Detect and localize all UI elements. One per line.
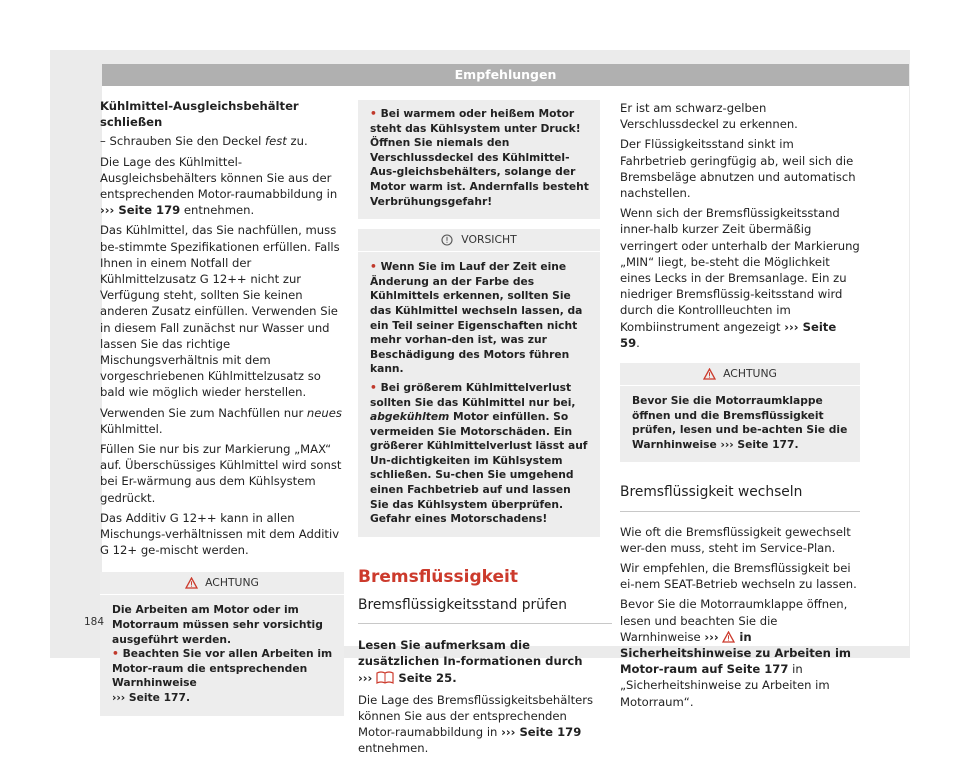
paragraph-cap-color: Er ist am schwarz-gelben Verschlussdeckel zu erkennen. bbox=[620, 101, 798, 132]
divider bbox=[620, 511, 860, 512]
step-close-cap: – Schrauben Sie den Deckel fest zu. bbox=[100, 134, 308, 149]
paragraph-location: Die Lage des Kühlmittel-Ausgleichsbehälters können Sie aus der entsprechenden Motor-raumabbildung in ››› Seite 179 entnehmen. bbox=[100, 154, 338, 218]
page-number: 184 bbox=[84, 616, 105, 628]
paragraph-new-coolant: Verwenden Sie zum Nachfüllen nur neues Kühlmittel. bbox=[100, 405, 342, 436]
warning-triangle-icon bbox=[722, 631, 735, 643]
link-page-177[interactable]: ››› Seite 177 bbox=[112, 691, 186, 705]
warning-box-continued: • Bei warmem oder heißem Motor steht das Kühlsystem unter Druck! Öffnen Sie niemals den Verschlussdeckel des Kühlmittel-Aus-gleichsbehälters, solange der Motor warm ist. Andernfalls besteht Verbrühungsgefahr! bbox=[358, 100, 600, 219]
bullet-icon: • bbox=[370, 260, 381, 274]
link-page-177[interactable]: ››› Seite 177 bbox=[720, 437, 795, 451]
warning-box-achtung bbox=[100, 572, 344, 715]
bullet-icon: • bbox=[370, 380, 381, 394]
link-page-59[interactable]: ››› Seite 59 bbox=[620, 319, 837, 350]
warning-box-header: ACHTUNG bbox=[100, 572, 344, 595]
paragraph-recommend: Wir empfehlen, die Bremsflüssigkeit bei ei-nem SEAT-Betrieb wechseln zu lassen. bbox=[620, 561, 857, 592]
link-page-179[interactable]: ››› Seite 179 bbox=[501, 725, 582, 740]
warning-box-header: ACHTUNG bbox=[620, 363, 860, 386]
warning-triangle-icon bbox=[703, 368, 716, 380]
caution-box-vorsicht bbox=[358, 229, 600, 537]
link-arrows[interactable]: ››› bbox=[704, 629, 719, 644]
subsection-title-check-level: Bremsflüssigkeitsstand prüfen bbox=[358, 597, 567, 614]
caution-box-body: • Wenn Sie im Lauf der Zeit eine Änderung an der Farbe des Kühlmittels erkennen, sollten Sie das Kühlmittel wechseln lassen, da ein Teil seiner Eigenschaften nicht mehr vorhan-den ist, was zur Beschädigung des Motors führen kann. • Bei größerem Kühlmittelverlust sollten Sie das Kühlmittel nur bei, abgekühltem Motor einfüllen. So vermeiden Sie Motorschäden. Ein größerer Kühlmittelverlust lässt auf Un-dichtigkeiten im Kühlsystem schließen. Su-chen Sie umgehend einen Fachbetrieb auf und lassen Sie das Kühlsystem überprüfen. Gefahr eines Motorschadens! bbox=[370, 260, 588, 526]
page-header: Empfehlungen bbox=[102, 64, 909, 86]
warning-bullet: • Beachten Sie vor allen Arbeiten im Motor-raum die entsprechenden Warnhinweise ››› Seite 177. bbox=[112, 647, 333, 705]
divider bbox=[358, 623, 612, 624]
bullet-icon: • bbox=[112, 647, 123, 661]
paragraph-additive: Das Additiv G 12++ kann in allen Mischungs-verhältnissen mit dem Additiv G 12+ ge-mischt werden. bbox=[100, 510, 340, 558]
link-page-179[interactable]: ››› Seite 179 bbox=[100, 203, 181, 218]
info-circle-icon bbox=[441, 234, 453, 246]
link-arrows[interactable]: ››› bbox=[358, 670, 373, 685]
paragraph-intro: Lesen Sie aufmerksam die zusätzlichen In-formationen durch ››› Seite 25. bbox=[358, 638, 583, 685]
paragraph-warnings-ref: Bevor Sie die Motorraumklappe öffnen, lesen und beachten Sie die Warnhinweise ››› in Sicherheitshinweise zu Arbeiten im Motor-raum auf Seite 177 in „Sicherheitshinweise zu Arbeiten im Motorraum“. bbox=[620, 597, 852, 709]
section-title-brake-fluid: Bremsflüssigkeit bbox=[358, 566, 518, 587]
caution-box-header: VORSICHT bbox=[358, 229, 600, 252]
paragraph-level-drop: Der Flüssigkeitsstand sinkt im Fahrbetrieb geringfügig ab, weil sich die Bremsbeläge abnutzen und automatisch nachstellen. bbox=[620, 137, 856, 201]
column-3 bbox=[620, 100, 860, 714]
column-1 bbox=[100, 98, 344, 716]
warning-box-achtung-2 bbox=[620, 363, 860, 462]
warning-box-body: Bevor Sie die Motorraumklappe öffnen und die Bremsflüssigkeit prüfen, lesen und be-achten Sie die Warnhinweise ››› Seite 177. bbox=[632, 394, 848, 451]
warning-box-body: Die Arbeiten am Motor oder im Motorraum müssen sehr vorsichtig ausgeführt werden. • Beachten Sie vor allen Arbeiten im Motor-raum die entsprechenden Warnhinweise ››› Seite 177. bbox=[100, 595, 344, 715]
paragraph-brake-location: Die Lage des Bremsflüssigkeitsbehälters können Sie aus der entsprechenden Motor-raumabbildung in ››› Seite 179 entnehmen. bbox=[358, 692, 594, 756]
paragraph-max: Füllen Sie nur bis zur Markierung „MAX“ auf. Überschüssiges Kühlmittel wird sonst bei Er-wärmung aus dem Kühlsystem gedrückt. bbox=[100, 442, 342, 505]
column-2 bbox=[358, 100, 600, 761]
bullet-icon: • bbox=[370, 107, 381, 120]
warning-triangle-icon bbox=[185, 577, 198, 589]
link-page-25[interactable]: Seite 25 bbox=[394, 670, 453, 685]
paragraph-service-plan: Wie oft die Bremsflüssigkeit gewechselt wer-den muss, steht im Service-Plan. bbox=[620, 524, 851, 555]
paragraph-leak: Wenn sich der Bremsflüssigkeitsstand inner-halb kurzer Zeit übermäßig verringert oder unterhalb der Markierung „MIN“ liegt, be-steht die Möglichkeit eines Lecks in der Bremsanlage. Ein zu niedriger Bremsflüssig-keitsstand wird durch die Kontrollleuchten im Kombiinstrument angezeigt ››› Seite 59. bbox=[620, 206, 860, 350]
link-safety-notes[interactable]: in Sicherheitshinweise zu Arbeiten im Motor-raum auf Seite 177 bbox=[620, 629, 852, 677]
subsection-title-change-fluid: Bremsflüssigkeit wechseln bbox=[620, 484, 803, 501]
heading-coolant-close: Kühlmittel-Ausgleichsbehälter schließen bbox=[100, 99, 299, 130]
book-icon bbox=[376, 671, 394, 684]
paragraph-spec: Das Kühlmittel, das Sie nachfüllen, muss be-stimmte Spezifikationen erfüllen. Falls Ihnen in einem Notfall der Kühlmittelzusatz G 12++ nicht zur Verfügung steht, sollten Sie keinen anderen Zusatz einfüllen. Verwenden Sie in diesem Fall zunächst nur Wasser und lassen Sie das richtige Mischungsverhältnis mit dem vorgeschriebenen Kühlmittelzusatz so bald wie möglich wieder herstellen. bbox=[100, 223, 340, 400]
